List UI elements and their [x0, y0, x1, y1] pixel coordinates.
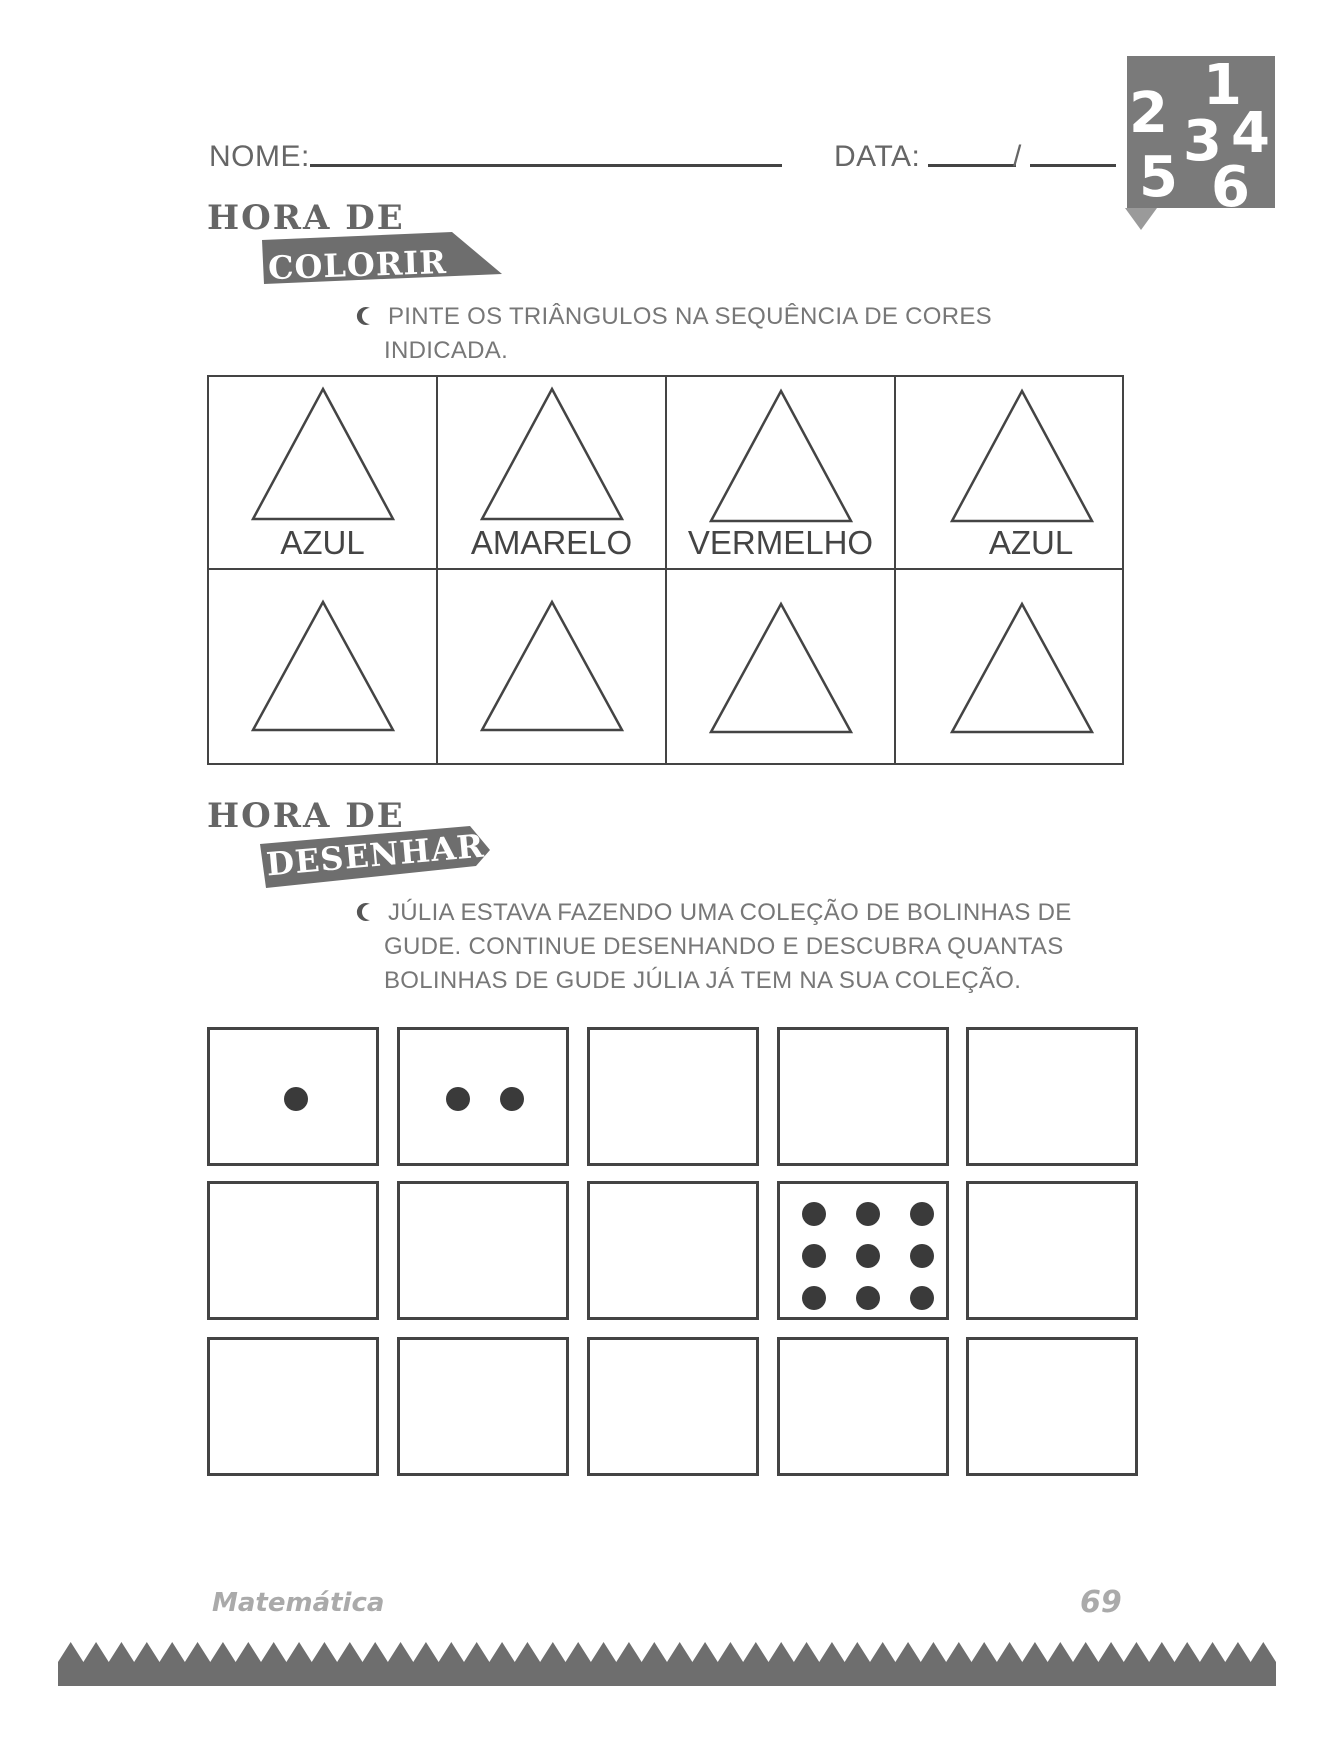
triangle-outline[interactable]: [667, 377, 896, 527]
triangle-color-label: VERMELHO: [687, 524, 874, 561]
badge-number: 4: [1231, 101, 1270, 166]
triangle-cell: [209, 570, 438, 763]
footer-subject: Matemática: [212, 1588, 385, 1618]
zigzag-shape: [58, 1642, 1276, 1686]
triangle-cell: [438, 377, 667, 570]
triangle-cell: [896, 570, 1122, 763]
triangle-color-label: AMARELO: [470, 524, 633, 561]
marble-dot: [284, 1087, 308, 1111]
instruction-draw-line1: JÚLIA ESTAVA FAZENDO UMA COLEÇÃO DE BOLINHAS DE: [388, 899, 1072, 926]
marble-dot: [910, 1286, 934, 1310]
date-separator: /: [1013, 140, 1022, 173]
triangle-outline[interactable]: [438, 570, 667, 763]
triangle-color-label: AZUL: [988, 524, 1074, 561]
triangle-cell: [896, 377, 1122, 570]
marble-box[interactable]: [397, 1027, 569, 1166]
triangle-grid: [207, 375, 1124, 765]
marble-dot: [500, 1087, 524, 1111]
triangle-outline[interactable]: [438, 377, 667, 527]
marble-dot: [856, 1244, 880, 1268]
marble-box[interactable]: [397, 1337, 569, 1476]
marble-dot: [910, 1244, 934, 1268]
marble-box[interactable]: [777, 1337, 949, 1476]
marble-box[interactable]: [587, 1337, 759, 1476]
marble-box[interactable]: [966, 1181, 1138, 1320]
number-badge: [1127, 53, 1275, 220]
marble-box[interactable]: [777, 1027, 949, 1166]
moon-bullet-icon: [354, 901, 376, 923]
marble-dot: [802, 1202, 826, 1226]
triangle-outline[interactable]: [896, 570, 1122, 763]
section-heading-color: HORA DE: [207, 198, 405, 238]
banner-label-color: COLORIR: [267, 242, 448, 288]
triangle-outline[interactable]: [209, 377, 438, 527]
marble-dot: [856, 1286, 880, 1310]
section-heading-draw: HORA DE: [207, 796, 405, 836]
marble-box[interactable]: [587, 1027, 759, 1166]
moon-bullet-icon: [354, 305, 376, 327]
triangle-color-label: AZUL: [280, 524, 365, 561]
zigzag-border: [58, 1642, 1276, 1686]
triangle-outline[interactable]: [209, 570, 438, 763]
instruction-color-line1: PINTE OS TRIÂNGULOS NA SEQUÊNCIA DE CORES: [388, 303, 992, 330]
marble-box[interactable]: [397, 1181, 569, 1320]
banner-label-draw: DESENHAR: [264, 826, 486, 884]
badge-pointer: [1125, 208, 1157, 230]
marble-dot: [446, 1087, 470, 1111]
instruction-draw-line3: BOLINHAS DE GUDE JÚLIA JÁ TEM NA SUA COLEÇÃO.: [384, 967, 1022, 994]
badge-number: 1: [1203, 53, 1242, 118]
marble-box[interactable]: [587, 1181, 759, 1320]
marble-dot: [856, 1202, 880, 1226]
marble-dot: [802, 1244, 826, 1268]
marble-box[interactable]: [777, 1181, 949, 1320]
marble-dot: [910, 1202, 934, 1226]
marble-box[interactable]: [966, 1027, 1138, 1166]
marble-box[interactable]: [207, 1181, 379, 1320]
marble-box[interactable]: [207, 1337, 379, 1476]
date-day-line[interactable]: [928, 164, 1016, 167]
triangle-cell: [209, 377, 438, 570]
marble-box[interactable]: [207, 1027, 379, 1166]
badge-number: 5: [1139, 145, 1178, 210]
page-number: 69: [1080, 1585, 1122, 1620]
triangle-cell: [438, 570, 667, 763]
badge-number: 2: [1129, 81, 1168, 146]
marble-dot: [802, 1286, 826, 1310]
triangle-cell: [667, 570, 896, 763]
date-month-line[interactable]: [1030, 164, 1116, 167]
badge-number: 3: [1183, 109, 1222, 174]
badge-number: 6: [1211, 155, 1250, 220]
triangle-outline[interactable]: [667, 570, 896, 763]
date-label: DATA:: [834, 140, 921, 173]
name-label: NOME:: [209, 140, 310, 173]
triangle-cell: [667, 377, 896, 570]
instruction-color-line2: INDICADA.: [384, 337, 509, 364]
instruction-draw-line2: GUDE. CONTINUE DESENHANDO E DESCUBRA QUANTAS: [384, 933, 1064, 960]
triangle-outline[interactable]: [896, 377, 1122, 527]
marble-box[interactable]: [966, 1337, 1138, 1476]
name-line[interactable]: [310, 164, 782, 167]
